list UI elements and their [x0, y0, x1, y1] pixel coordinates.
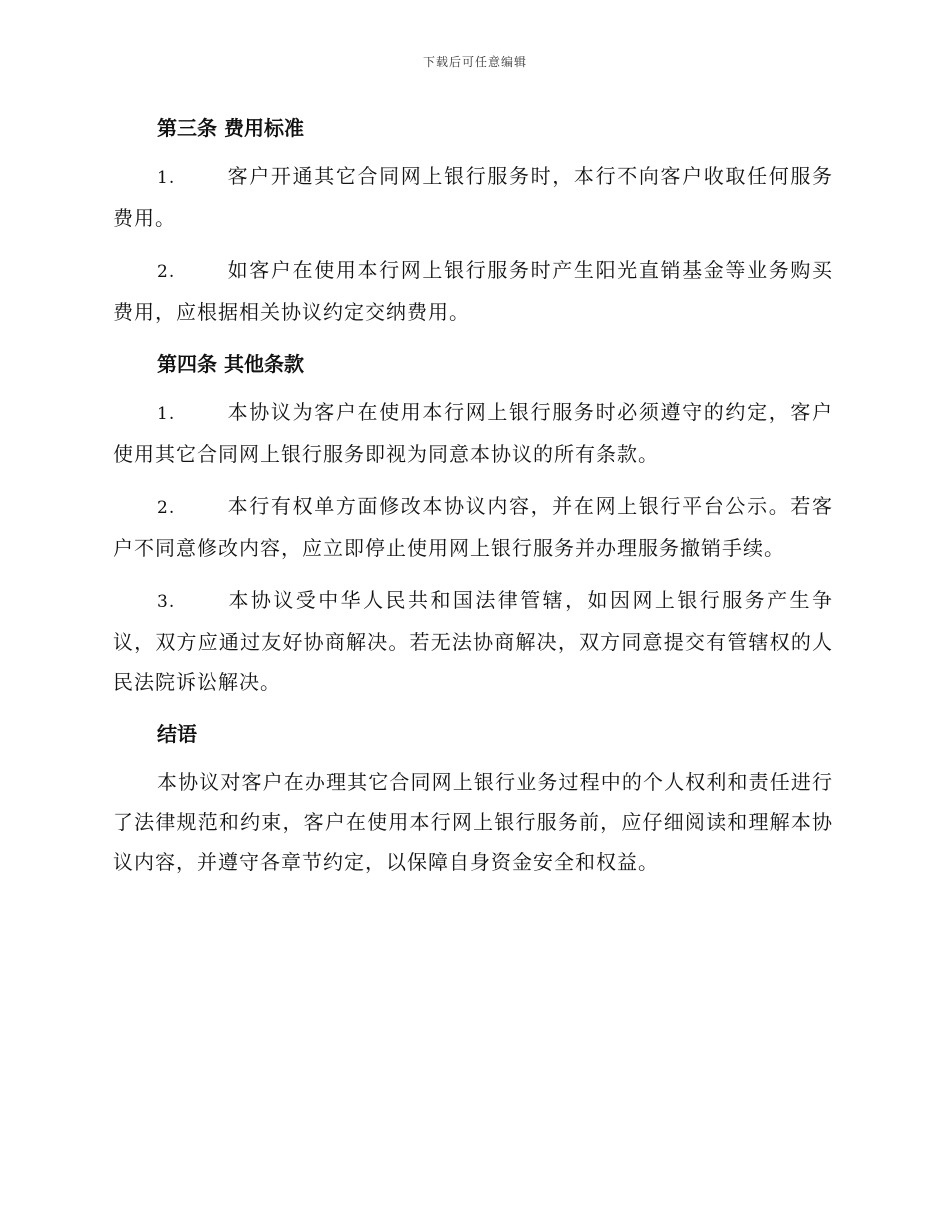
item-text: 本行有权单方面修改本协议内容，并在网上银行平台公示。若客户不同意修改内容，应立即停止使用网上银行服务并办理服务撤销手续。 — [113, 494, 833, 560]
item-text: 如客户在使用本行网上银行服务时产生阳光直销基金等业务购买费用，应根据相关协议约定交纳费用。 — [113, 258, 833, 324]
list-item — [113, 250, 833, 332]
list-item — [113, 392, 833, 474]
section-heading-conclusion: 结语 — [157, 722, 197, 746]
item-number: 1. — [157, 404, 176, 424]
page-header: 下载后可任意编辑 — [422, 55, 527, 69]
list-item — [113, 156, 833, 238]
item-number: 1. — [157, 168, 176, 188]
section-heading-fees: 第三条 费用标准 — [157, 116, 304, 140]
section-heading-other: 第四条 其他条款 — [157, 352, 304, 376]
item-number: 2. — [157, 498, 176, 518]
item-text: 客户开通其它合同网上银行服务时，本行不向客户收取任何服务费用。 — [113, 164, 833, 230]
list-item — [113, 580, 833, 702]
item-text: 本协议为客户在使用本行网上银行服务时必须遵守的约定，客户使用其它合同网上银行服务即视为同意本协议的所有条款。 — [113, 400, 833, 466]
item-number: 3. — [157, 592, 176, 612]
document-body — [113, 108, 833, 894]
conclusion-paragraph: 本协议对客户在办理其它合同网上银行业务过程中的个人权利和责任进行了法律规范和约束，客户在使用本行网上银行服务前，应仔细阅读和理解本协议内容，并遵守各章节约定，以保障自身资金安全和权益。 — [113, 770, 833, 874]
item-text: 本协议受中华人民共和国法律管辖，如因网上银行服务产生争议，双方应通过友好协商解决。若无法协商解决，双方同意提交有管辖权的人民法院诉讼解决。 — [113, 588, 833, 694]
item-number: 2. — [157, 262, 176, 282]
list-item — [113, 486, 833, 568]
